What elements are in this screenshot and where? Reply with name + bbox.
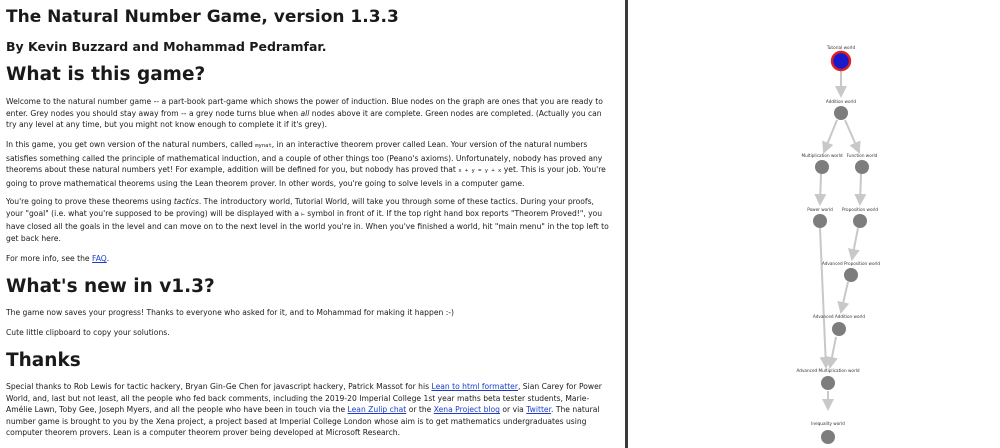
authors: By Kevin Buzzard and Mohammad Pedramfar. bbox=[6, 39, 327, 54]
clipboard-paragraph: Cute little clipboard to copy your solutions. bbox=[6, 328, 170, 337]
section-thanks-heading bbox=[6, 350, 81, 372]
tutorial-world-node[interactable] bbox=[832, 52, 850, 70]
welcome-text-end: nodes above it are complete. Green nodes are completed. (Actually you can try any level at any time, but you might not know enough to complete it if it's grey). bbox=[6, 108, 602, 130]
faq-paragraph bbox=[6, 253, 612, 265]
inequality-world-node[interactable] bbox=[821, 430, 835, 444]
new-heading: What's new in v1.3? bbox=[6, 276, 215, 297]
adv-proposition-world-label: Advanced Proposition world bbox=[821, 261, 881, 266]
tactics-text-b: . The introductory world, Tutorial World, will take you through some of these tactics. During your proofs, your "goal" (i.e. what you're supposed to be proving) will be displayed with a bbox=[6, 197, 594, 218]
world-node-tutorial[interactable] bbox=[826, 45, 856, 70]
mynat-code: mynat bbox=[255, 143, 272, 149]
edge-proposition-advprop bbox=[852, 228, 858, 259]
inequality-world-label: Inequality world bbox=[811, 421, 845, 426]
function-world-node[interactable] bbox=[855, 160, 869, 174]
thanks-heading: Thanks bbox=[6, 350, 81, 371]
twitter-link[interactable]: Twitter bbox=[526, 405, 552, 415]
welcome-text: Welcome to the natural number game -- a part-book part-game which shows the power of induction. Blue nodes on the graph are ones that you are ready to enter. Grey nodes you should stay away from -- a grey node turns blue when bbox=[6, 97, 603, 118]
world-node-addition[interactable] bbox=[826, 99, 856, 120]
thanks-text-3: or the bbox=[406, 405, 434, 415]
world-graph bbox=[628, 0, 1000, 448]
section-what-heading bbox=[6, 64, 205, 86]
edge-addition-multiplication bbox=[824, 120, 837, 152]
adv-multiplication-world-node[interactable] bbox=[821, 376, 835, 390]
addition-world-node[interactable] bbox=[834, 106, 848, 120]
page-title: The Natural Number Game, version 1.3.3 bbox=[6, 7, 399, 27]
what-heading: What is this game? bbox=[6, 64, 206, 85]
turnstile-code: ⊢ bbox=[301, 211, 305, 218]
world-node-adv-addition[interactable] bbox=[813, 314, 866, 336]
faq-text: For more info, see the bbox=[6, 254, 93, 263]
thanks-paragraph bbox=[6, 381, 612, 439]
lean-html-formatter-link[interactable]: Lean to html formatter bbox=[431, 382, 518, 391]
tactics-emphasis: tactics bbox=[173, 197, 199, 206]
lean-text-b: , in an interactive theorem prover called Lean. Your version of the natural numbers satisfies something called the principle of mathematical induction, and a couple of other things too (Peano's axioms). Unfortunately, nobody has proved any theorems about these natural numbers yet! For example, addition will be defined for you, but nobody has proved that bbox=[6, 140, 603, 175]
world-node-proposition[interactable] bbox=[842, 207, 878, 228]
edge-advadd-advmult bbox=[830, 337, 836, 367]
lean-text-c: yet. This is your job. You're going to prove mathematical theorems using the Lean theorem prover. In other words, you're going to solve levels in a computer game. bbox=[6, 165, 606, 188]
faq-link[interactable]: FAQ bbox=[92, 254, 107, 263]
function-world-label: Function world bbox=[846, 153, 878, 158]
power-world-label: Power world bbox=[807, 207, 833, 212]
thanks-text-4: or via bbox=[499, 405, 527, 415]
proposition-world-label: Proposition world bbox=[841, 207, 879, 212]
adv-proposition-world-node[interactable] bbox=[844, 268, 858, 282]
thanks-text-2: , Sian Carey for Power World, and, last but not least, all the people who fed back comments, including the 2019-20 Imperial College 1st year maths beta tester students, Marie-Amélie Lawn, Toby Gee, Joseph Myers, and all the people who have been in touch via the bbox=[6, 382, 602, 415]
multiplication-world-node[interactable] bbox=[815, 160, 829, 174]
world-node-function[interactable] bbox=[847, 153, 878, 174]
addition-world-label: Addition world bbox=[825, 99, 857, 104]
tactics-text-a: You're going to prove these theorems using bbox=[6, 197, 174, 206]
world-graph-panel bbox=[628, 0, 1000, 448]
comm-code: x + y = y + x bbox=[458, 168, 502, 175]
thanks-text-5: . The natural number game is brought to you by the Xena project, a project based at Imperial College London whose aim is to get mathematics undergraduates using computer theorem provers. Lean is a computer theorem prover being developed at Microsoft Research. bbox=[6, 405, 600, 438]
lean-zulip-link[interactable]: Lean Zulip chat bbox=[347, 405, 407, 415]
multiplication-world-label: Multiplication world bbox=[801, 153, 843, 158]
world-node-adv-multiplication[interactable] bbox=[797, 368, 860, 390]
tactics-text-c: symbol in front of it. If the top right hand box reports "Theorem Proved!", you have closed all the goals in the level and can move on to the next level in the world you're in. When you've finished a world, hit "main menu" in the top left to get back here. bbox=[6, 208, 609, 243]
edge-advprop-advadd bbox=[841, 282, 848, 312]
tactics-paragraph bbox=[6, 196, 612, 244]
lean-text-a: In this game, you get own version of the natural numbers, called bbox=[6, 140, 256, 149]
world-node-adv-proposition[interactable] bbox=[822, 261, 880, 282]
adv-multiplication-world-label: Advanced Multiplication world bbox=[796, 368, 860, 373]
saves-paragraph: The game now saves your progress! Thanks to everyone who asked for it, and to Mohammad for making it happen :-) bbox=[6, 308, 454, 317]
welcome-emphasis: all bbox=[300, 108, 310, 118]
world-node-inequality[interactable] bbox=[811, 421, 845, 444]
adv-addition-world-node[interactable] bbox=[832, 322, 846, 336]
edge-multiplication-power bbox=[820, 174, 821, 204]
world-node-multiplication[interactable] bbox=[802, 153, 843, 174]
tutorial-world-label: Tutorial world bbox=[826, 45, 856, 50]
xena-blog-link[interactable]: Xena Project blog bbox=[433, 405, 500, 415]
edge-addition-function bbox=[845, 120, 859, 152]
lean-paragraph bbox=[6, 139, 612, 189]
welcome-paragraph bbox=[6, 96, 612, 131]
proposition-world-node[interactable] bbox=[853, 214, 867, 228]
adv-addition-world-label: Advanced Addition world bbox=[812, 314, 866, 319]
section-new-heading bbox=[6, 276, 215, 298]
world-node-power[interactable] bbox=[807, 207, 833, 228]
thanks-text-1: Special thanks to Rob Lewis for tactic hackery, Bryan Gin-Ge Chen for javascript hackery, Patrick Massot for his bbox=[6, 382, 432, 391]
edge-function-proposition bbox=[860, 174, 861, 204]
power-world-node[interactable] bbox=[813, 214, 827, 228]
edge-power-advmult bbox=[820, 228, 826, 367]
faq-text-end: . bbox=[106, 254, 110, 263]
